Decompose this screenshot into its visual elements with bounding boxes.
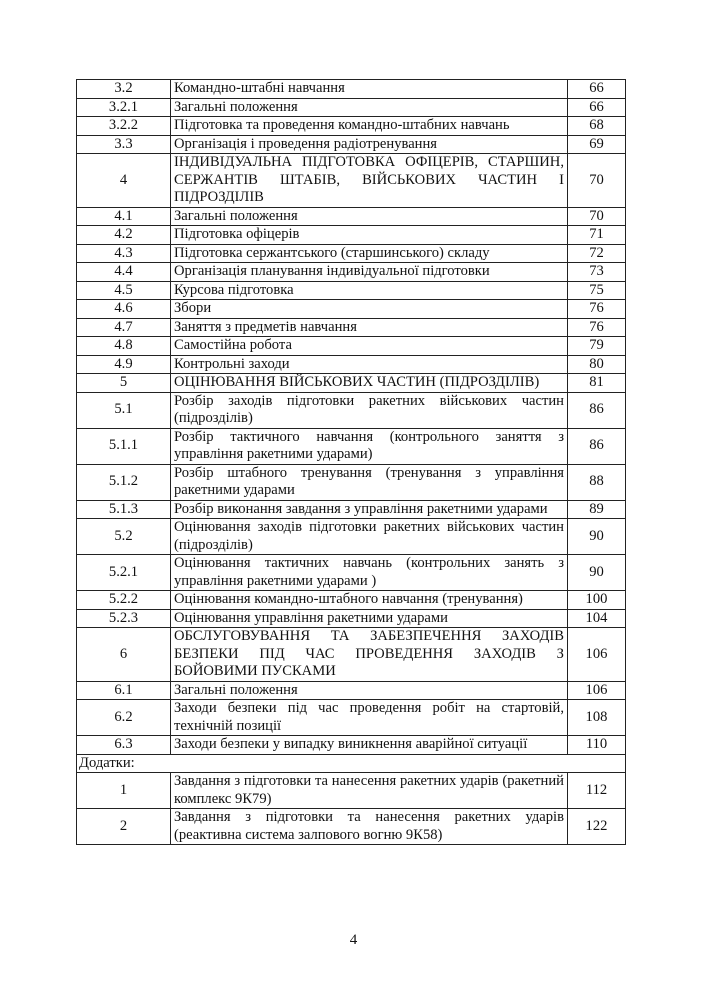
toc-number: 6.3 (77, 736, 171, 755)
toc-title: Заходи безпеки під час проведення робіт на стартовій, технічній позиції (171, 700, 568, 736)
toc-page: 122 (568, 809, 626, 845)
toc-page: 79 (568, 337, 626, 356)
toc-page: 86 (568, 392, 626, 428)
toc-page: 70 (568, 154, 626, 208)
table-row (77, 591, 626, 610)
table-row (77, 555, 626, 591)
toc-number: 5.2.2 (77, 591, 171, 610)
toc-title: Організація і проведення радіотренування (171, 135, 568, 154)
table-row (77, 681, 626, 700)
table-row (77, 736, 626, 755)
toc-number: 6.2 (77, 700, 171, 736)
toc-title: Контрольні заходи (171, 355, 568, 374)
table-row (77, 117, 626, 136)
toc-number: 4.3 (77, 244, 171, 263)
toc-page: 104 (568, 609, 626, 628)
toc-title: Розбір тактичного навчання (контрольного заняття з управління ракетними ударами) (171, 428, 568, 464)
toc-number: 4.4 (77, 263, 171, 282)
table-row (77, 500, 626, 519)
toc-number: 3.2 (77, 80, 171, 99)
page-number: 4 (349, 932, 358, 948)
toc-page: 100 (568, 591, 626, 610)
toc-title: ОБСЛУГОВУВАННЯ ТА ЗАБЕЗПЕЧЕННЯ ЗАХОДІВ БЕЗПЕКИ ПІД ЧАС ПРОВЕДЕННЯ ЗАХОДІВ З БОЙОВИМИ ПУСКАМИ (171, 628, 568, 682)
toc-page: 90 (568, 519, 626, 555)
table-row (77, 263, 626, 282)
toc-number: 4.8 (77, 337, 171, 356)
toc-page: 80 (568, 355, 626, 374)
toc-title: Командно-штабні навчання (171, 80, 568, 99)
appendix-label: Додатки: (77, 754, 626, 773)
toc-page: 89 (568, 500, 626, 519)
toc-number: 6.1 (77, 681, 171, 700)
toc-page: 88 (568, 464, 626, 500)
table-row (77, 98, 626, 117)
toc-title: Оцінювання командно-штабного навчання (тренування) (171, 591, 568, 610)
table-row (77, 700, 626, 736)
table-row (77, 300, 626, 319)
toc-number: 5 (77, 374, 171, 393)
toc-title: Заняття з предметів навчання (171, 318, 568, 337)
toc-number: 5.2 (77, 519, 171, 555)
table-row (77, 154, 626, 208)
toc-page: 66 (568, 80, 626, 99)
toc-number: 4.7 (77, 318, 171, 337)
toc-number: 4 (77, 154, 171, 208)
toc-title: Завдання з підготовки та нанесення ракетних ударів (реактивна система залпового вогню 9К58) (171, 809, 568, 845)
toc-title: Курсова підготовка (171, 281, 568, 300)
toc-title: Загальні положення (171, 681, 568, 700)
table-row (77, 464, 626, 500)
toc-number: 5.2.1 (77, 555, 171, 591)
toc-page: 68 (568, 117, 626, 136)
toc-number: 2 (77, 809, 171, 845)
table-row (77, 318, 626, 337)
appendix-header-row (77, 754, 626, 773)
toc-number: 3.2.2 (77, 117, 171, 136)
toc-page: 69 (568, 135, 626, 154)
table-of-contents (76, 79, 626, 845)
toc-number: 4.9 (77, 355, 171, 374)
toc-number: 4.1 (77, 207, 171, 226)
toc-page: 76 (568, 318, 626, 337)
toc-title: Завдання з підготовки та нанесення ракетних ударів (ракетний комплекс 9К79) (171, 773, 568, 809)
toc-number: 5.2.3 (77, 609, 171, 628)
toc-number: 3.2.1 (77, 98, 171, 117)
toc-page: 106 (568, 628, 626, 682)
toc-number: 6 (77, 628, 171, 682)
toc-page: 112 (568, 773, 626, 809)
toc-page: 86 (568, 428, 626, 464)
toc-page: 71 (568, 226, 626, 245)
toc-page: 108 (568, 700, 626, 736)
toc-title: Підготовка та проведення командно-штабних навчань (171, 117, 568, 136)
table-row (77, 244, 626, 263)
toc-page: 106 (568, 681, 626, 700)
toc-page: 81 (568, 374, 626, 393)
table-row (77, 374, 626, 393)
toc-title: Оцінювання заходів підготовки ракетних військових частин (підрозділів) (171, 519, 568, 555)
toc-title: Загальні положення (171, 207, 568, 226)
toc-page: 76 (568, 300, 626, 319)
table-row (77, 609, 626, 628)
table-row (77, 80, 626, 99)
table-row (77, 135, 626, 154)
toc-page: 70 (568, 207, 626, 226)
toc-title: Загальні положення (171, 98, 568, 117)
table-row (77, 428, 626, 464)
toc-title: Збори (171, 300, 568, 319)
table-row (77, 226, 626, 245)
toc-title: Підготовка сержантського (старшинського) складу (171, 244, 568, 263)
toc-number: 5.1.2 (77, 464, 171, 500)
toc-title: Заходи безпеки у випадку виникнення аварійної ситуації (171, 736, 568, 755)
toc-page: 66 (568, 98, 626, 117)
table-row (77, 355, 626, 374)
toc-title: ІНДИВІДУАЛЬНА ПІДГОТОВКА ОФІЦЕРІВ, СТАРШИН, СЕРЖАНТІВ ШТАБІВ, ВІЙСЬКОВИХ ЧАСТИН І ПІДРОЗДІЛІВ (171, 154, 568, 208)
toc-title: ОЦІНЮВАННЯ ВІЙСЬКОВИХ ЧАСТИН (ПІДРОЗДІЛІВ) (171, 374, 568, 393)
toc-number: 5.1.1 (77, 428, 171, 464)
toc-page: 75 (568, 281, 626, 300)
toc-title: Оцінювання тактичних навчань (контрольних занять з управління ракетними ударами ) (171, 555, 568, 591)
toc-body (77, 80, 626, 845)
toc-page: 90 (568, 555, 626, 591)
toc-title: Підготовка офіцерів (171, 226, 568, 245)
table-row (77, 207, 626, 226)
toc-title: Розбір заходів підготовки ракетних військових частин (підрозділів) (171, 392, 568, 428)
toc-title: Розбір штабного тренування (тренування з управління ракетними ударами (171, 464, 568, 500)
table-row (77, 281, 626, 300)
toc-page: 110 (568, 736, 626, 755)
table-row (77, 809, 626, 845)
toc-title: Розбір виконання завдання з управління ракетними ударами (171, 500, 568, 519)
table-row (77, 773, 626, 809)
table-row (77, 392, 626, 428)
toc-number: 3.3 (77, 135, 171, 154)
toc-title: Самостійна робота (171, 337, 568, 356)
toc-title: Оцінювання управління ракетними ударами (171, 609, 568, 628)
toc-page: 72 (568, 244, 626, 263)
toc-number: 4.5 (77, 281, 171, 300)
table-row (77, 519, 626, 555)
table-row (77, 628, 626, 682)
toc-number: 4.6 (77, 300, 171, 319)
table-row (77, 337, 626, 356)
toc-number: 5.1.3 (77, 500, 171, 519)
toc-number: 4.2 (77, 226, 171, 245)
toc-number: 1 (77, 773, 171, 809)
toc-title: Організація планування індивідуальної підготовки (171, 263, 568, 282)
toc-number: 5.1 (77, 392, 171, 428)
toc-page: 73 (568, 263, 626, 282)
